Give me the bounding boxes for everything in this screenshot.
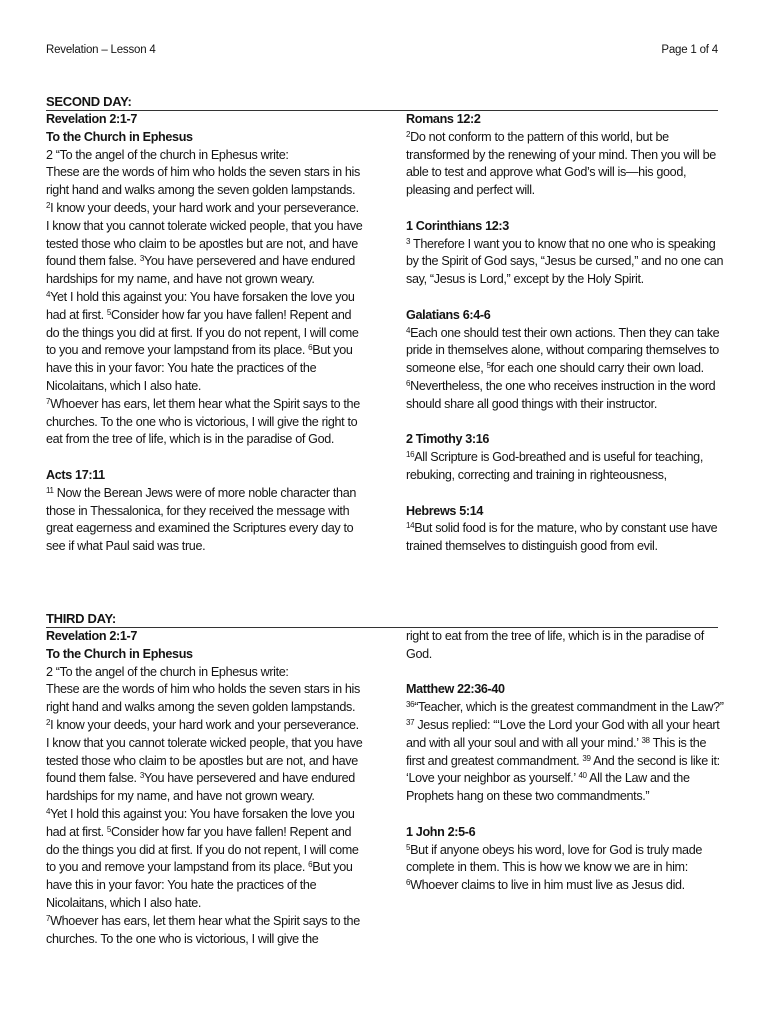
verse-number: 6 <box>406 378 411 388</box>
revelation-verses-4-6: $^4$Yet I hold this against you: You have forsaken the love you had at first. $^5$Consider how far you have fallen! Repent and do the things you did at first. If you do not repent, I will come to you and remove your lampstand from its place. $^6$But you have this in your favor: You hate the practices of the Nicolaitans, which I also hate. <box>46 806 359 910</box>
timothy-reference: 2 Timothy 3:16 <box>406 432 490 447</box>
revelation-verses-1-3: These are the words of him who holds the seven stars in his right hand and walks among the seven golden lampstands. $^2$I know your deeds, your hard work and your perseverance. I know that you cannot tolerate wicked people, that you have tested those who claim to be apostles but are not, and have found them false. $^3$You have persevered and have endured hardships for my name, and have not grown weary. <box>46 165 363 287</box>
john-reference: 1 John 2:5-6 <box>406 824 476 839</box>
verse-number: 4 <box>406 325 411 335</box>
matthew-verses-37-40: $^{37}$ Jesus replied: “‘Love the Lord your God with all your heart and with all your soul and with all your mind.’ $^{38}$ This is the first and greatest commandment. $^{39}$ And the second is like it: ‘Love your neighbor as yourself.’ $^{40}$ All the Law and the Prophets hang on these two commandments.” <box>406 717 720 804</box>
revelation-subtitle: To the Church in Ephesus <box>46 129 193 144</box>
verse-number: 3 <box>139 254 144 264</box>
third-day-heading: THIRD DAY: <box>46 611 116 626</box>
galatians-reference: Galatians 6:4-6 <box>406 307 491 322</box>
verse-number: 40 <box>578 771 587 781</box>
verse-number: 38 <box>641 735 650 745</box>
revelation-verses-4-6: $^4$Yet I hold this against you: You have forsaken the love you had at first. $^5$Consider how far you have fallen! Repent and do the things you did at first. If you do not repent, I will come to you and remove your lampstand from its place. $^6$But you have this in your favor: You hate the practices of the Nicolaitans, which I also hate. <box>46 289 359 393</box>
revelation-verses-1-3: These are the words of him who holds the seven stars in his right hand and walks among the seven golden lampstands. $^2$I know your deeds, your hard work and your perseverance. I know that you cannot tolerate wicked people, that you have tested those who claim to be apostles but are not, and have found them false. $^3$You have persevered and have endured hardships for my name, and have not grown weary. <box>46 682 363 804</box>
verse-number: 14 <box>406 521 415 531</box>
verse-number: 3 <box>406 236 411 246</box>
revelation-reference: Revelation 2:1-7 <box>46 629 137 643</box>
john-verse-6: $^6$Whoever claims to live in him must live as Jesus did. <box>406 878 685 893</box>
verse-number: 4 <box>46 289 51 299</box>
verse-number: 4 <box>46 806 51 816</box>
verse-number: 5 <box>406 842 411 852</box>
corinthians-passage: $^3$ Therefore I want you to know that no one who is speaking by the Spirit of God says, “Jesus be cursed,” and no one can say, “Jesus is Lord,” except by the Holy Spirit. <box>406 236 724 287</box>
matthew-reference: Matthew 22:36-40 <box>406 682 505 697</box>
verse-number: 3 <box>139 771 144 781</box>
second-day-heading: SECOND DAY: <box>46 94 132 109</box>
second-day-right-column <box>406 111 724 556</box>
revelation-verse-1: 2 “To the angel of the church in Ephesus write: <box>46 664 289 679</box>
romans-passage: $^2$Do not conform to the pattern of this world, but be transformed by the renewing of your mind. Then you will be able to test and approve what God’s will is—his good, pleasing and perfect will. <box>406 129 716 198</box>
romans-reference: Romans 12:2 <box>406 112 481 126</box>
verse-number: 16 <box>406 450 415 460</box>
hebrews-passage: $^{14}$But solid food is for the mature, who by constant use have trained themselves to distinguish good from evil. <box>406 521 718 554</box>
revelation-continuation: right to eat from the tree of life, which is in the paradise of God. <box>406 629 704 661</box>
timothy-passage: $^{16}$All Scripture is God-breathed and is useful for teaching, rebuking, correcting and training in righteousness, <box>406 450 703 482</box>
verse-number: 2 <box>406 129 411 139</box>
verse-number: 7 <box>46 913 51 923</box>
revelation-reference: Revelation 2:1-7 <box>46 112 137 126</box>
revelation-subtitle: To the Church in Ephesus <box>46 646 193 661</box>
revelation-verse-7: $^7$Whoever has ears, let them hear what the Spirit says to the churches. To the one who is victorious, I will give the <box>46 913 360 946</box>
galatians-passage: $^4$Each one should test their own actions. Then they can take pride in themselves alone, without comparing themselves to someone else, $^5$for each one should carry their own load. $^6$Nevertheless, the one who receives instruction in the word should share all good things with their instructor. <box>406 325 720 411</box>
acts-passage: $^{11}$ Now the Berean Jews were of more noble character than those in Thessalonica, for they received the message with great eagerness and examined the Scriptures every day to see if what Paul said was true. <box>46 485 357 554</box>
matthew-verse-36: $^{36}$“Teacher, which is the greatest commandment in the Law?” <box>406 700 724 715</box>
john-verse-5: $^5$But if anyone obeys his word, love for God is truly made complete in them. This is how we know we are in him: <box>406 842 703 875</box>
verse-number: 6 <box>308 860 313 870</box>
verse-number: 36 <box>406 700 415 710</box>
verse-number: 5 <box>486 361 491 371</box>
revelation-verse-7: $^7$Whoever has ears, let them hear what the Spirit says to the churches. To the one who is victorious, I will give the right to eat from the tree of life, which is in the paradise of God. <box>46 396 360 447</box>
page-number: Page 1 of 4 <box>661 44 718 56</box>
revelation-verse-1: 2 “To the angel of the church in Ephesus write: <box>46 147 289 162</box>
verse-number: 5 <box>106 307 112 317</box>
acts-reference: Acts 17:11 <box>46 467 105 482</box>
second-day-left-column <box>46 111 364 556</box>
verse-number: 2 <box>46 200 51 210</box>
document-title: Revelation – Lesson 4 <box>46 44 156 56</box>
third-day-right-column <box>406 628 724 895</box>
verse-number: 37 <box>406 717 415 727</box>
verse-number: 5 <box>106 824 112 834</box>
third-day-left-column <box>46 628 364 948</box>
verse-number: 7 <box>46 396 51 406</box>
verse-number: 6 <box>406 878 411 888</box>
verse-number: 6 <box>308 343 313 353</box>
verse-number: 39 <box>582 753 591 763</box>
verse-number: 2 <box>46 717 51 727</box>
hebrews-reference: Hebrews 5:14 <box>406 503 484 518</box>
corinthians-reference: 1 Corinthians 12:3 <box>406 218 509 233</box>
verse-number: 11 <box>46 485 54 495</box>
